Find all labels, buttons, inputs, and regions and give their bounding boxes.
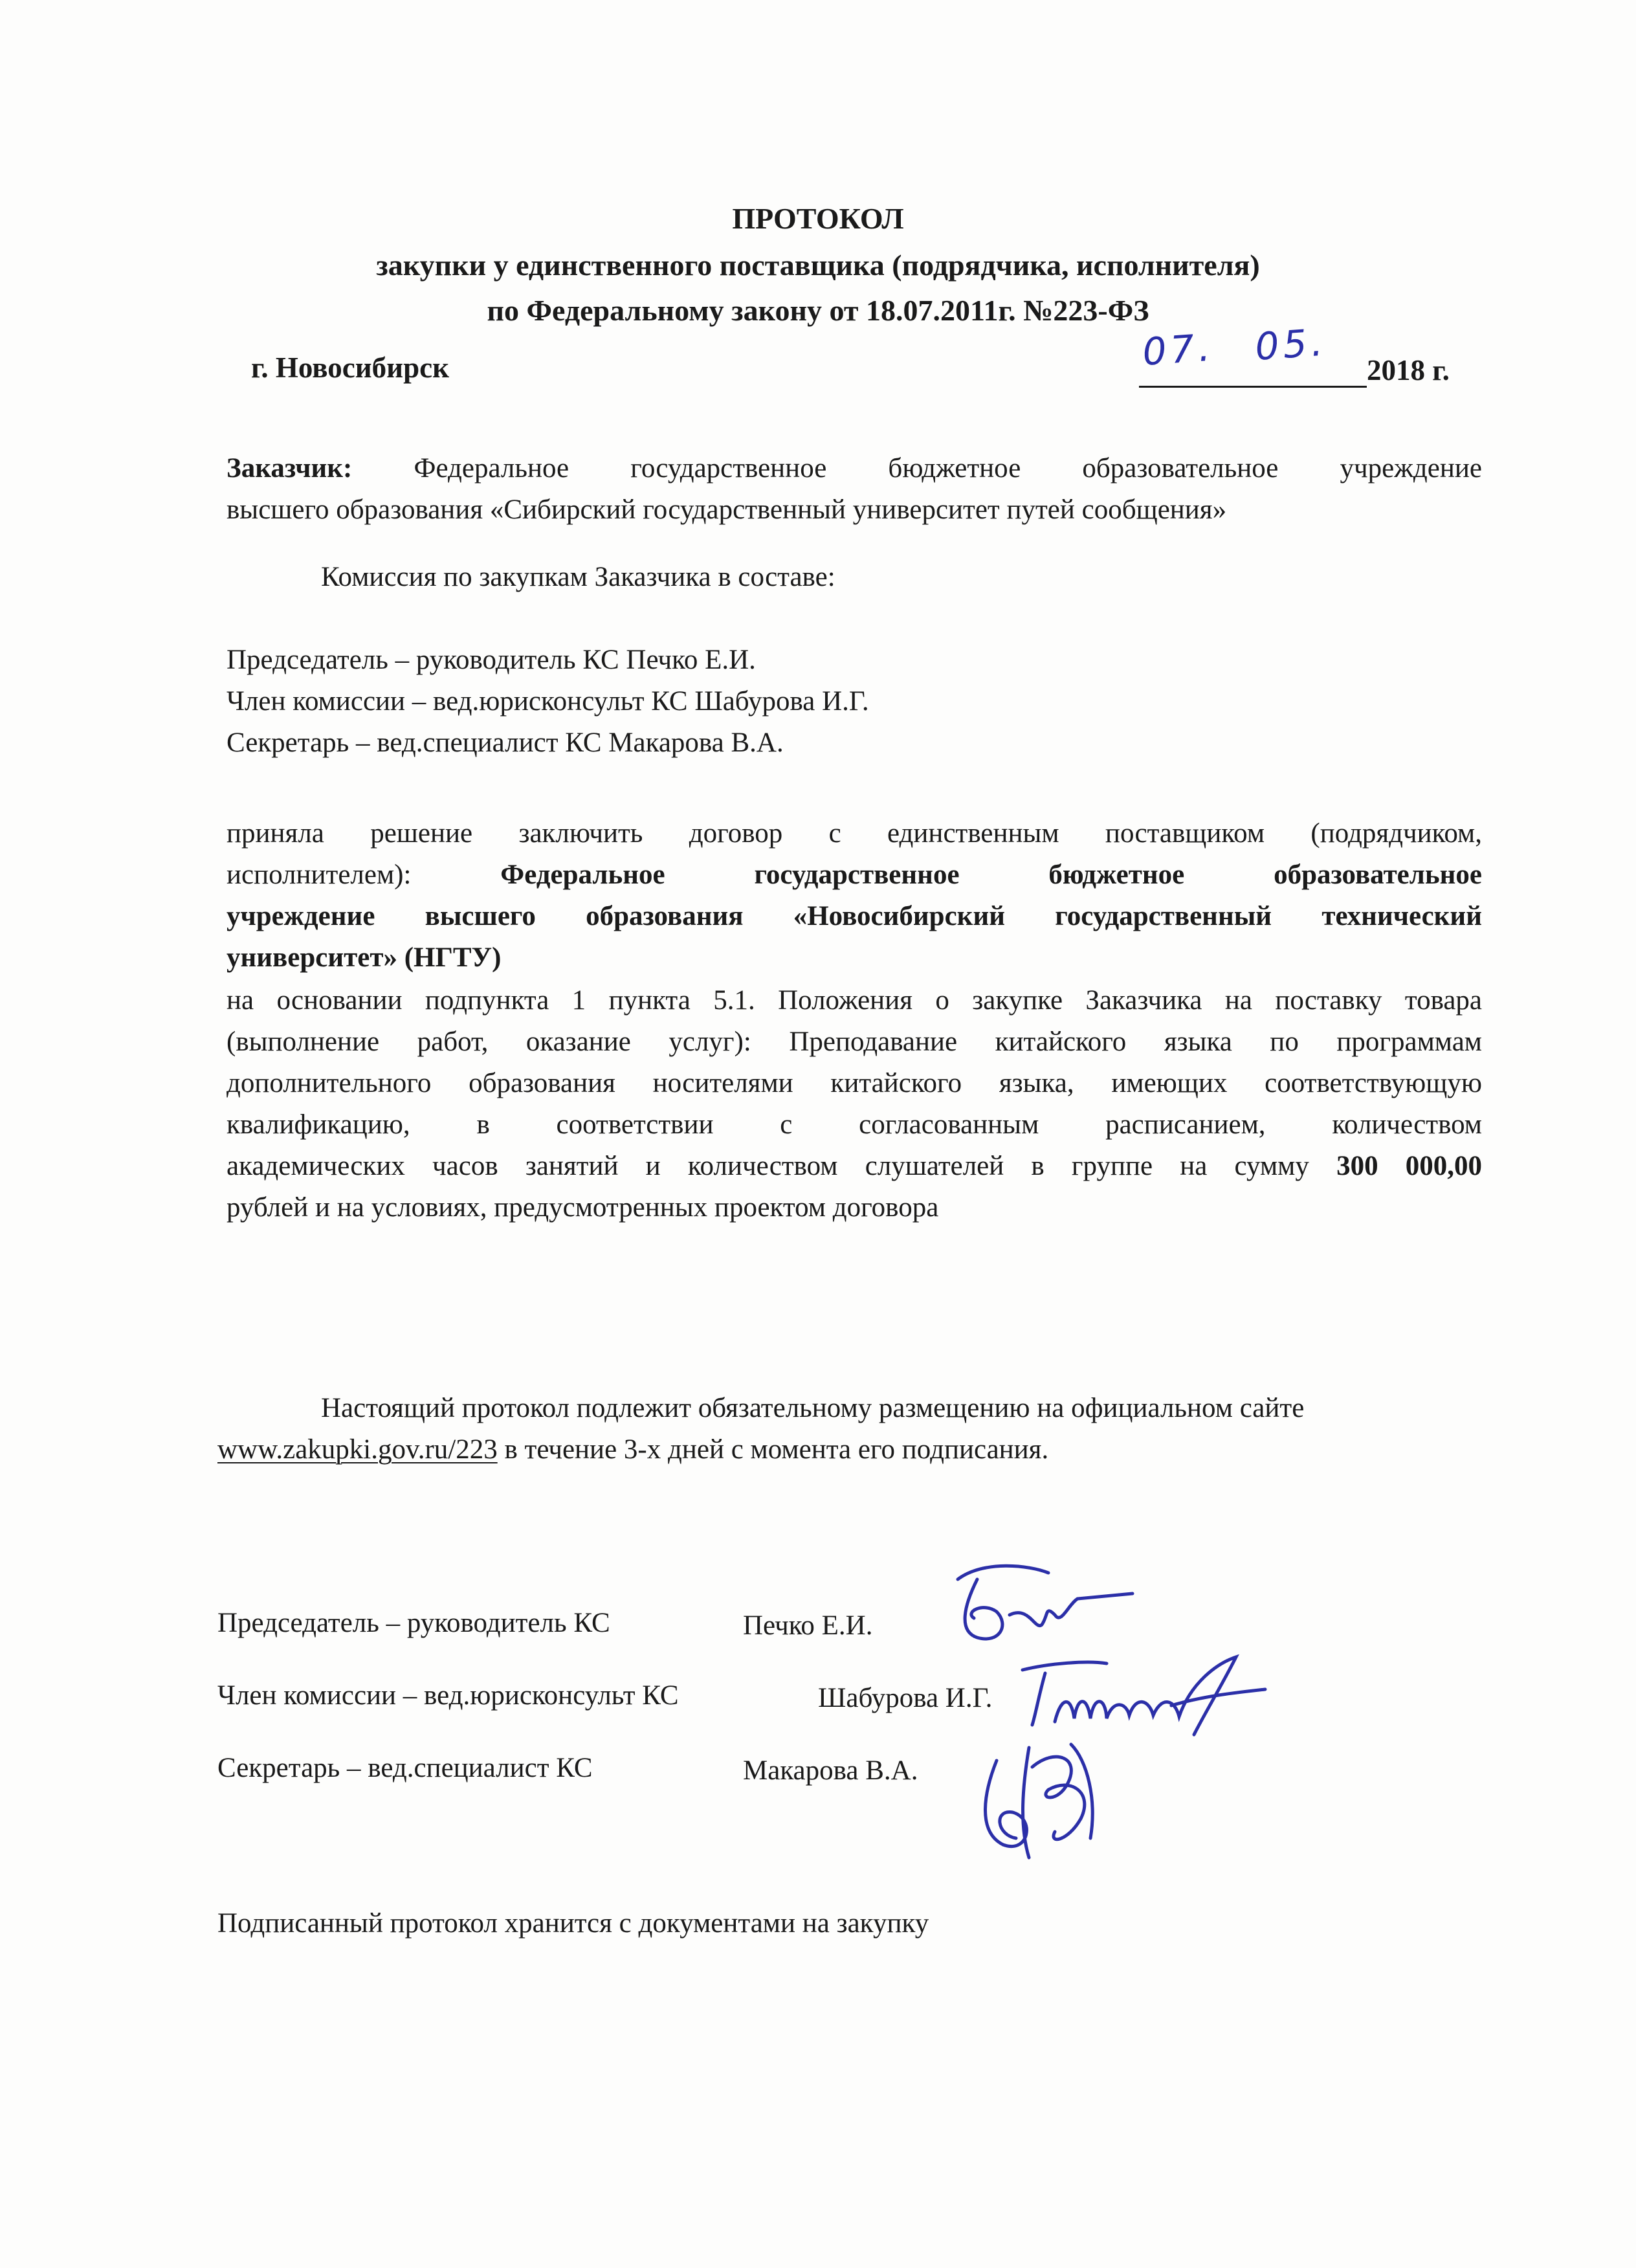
customer-line-2: высшего образования «Сибирский государственный университет путей сообщения» bbox=[227, 495, 1227, 525]
handwritten-month: 05. bbox=[1254, 320, 1328, 369]
supplier-name-part-1: Федеральное государственное бюджетное образовательное bbox=[500, 860, 1482, 890]
decision-line-1: приняла решение заключить договор с единственным поставщиком (подрядчиком, bbox=[227, 818, 1482, 849]
commission-intro: Комиссия по закупкам Заказчика в составе: bbox=[321, 562, 835, 592]
customer-name-part-1: Федеральное государственное бюджетное образовательное учреждение bbox=[414, 453, 1482, 484]
commission-member-chair: Председатель – руководитель КС Печко Е.И. bbox=[227, 645, 756, 675]
signature-role-secretary: Секретарь – вед.специалист КС bbox=[217, 1753, 593, 1783]
basis-line-5 bbox=[227, 1146, 1482, 1187]
publication-line-2-rest: в течение 3-х дней с момента его подписания. bbox=[497, 1434, 1049, 1465]
supplier-name-part-2: учреждение высшего образования «Новосибирский государственный технический bbox=[227, 901, 1482, 931]
publication-line-1: Настоящий протокол подлежит обязательному размещению на официальном сайте bbox=[321, 1393, 1305, 1423]
basis-line-2: (выполнение работ, оказание услуг): Преподавание китайского языка по программам bbox=[227, 1027, 1482, 1057]
signature-name-chair: Печко Е.И. bbox=[743, 1610, 873, 1641]
basis-line-5-text: академических часов занятий и количеством слушателей в группе на сумму bbox=[227, 1151, 1309, 1181]
date-year: 2018 г. bbox=[1367, 354, 1450, 386]
signature-role-chair: Председатель – руководитель КС bbox=[217, 1608, 610, 1638]
basis-last-line: рублей и на условиях, предусмотренных проектом договора bbox=[227, 1192, 939, 1223]
publication-line-2 bbox=[217, 1429, 1048, 1471]
basis-line-4: квалификацию, в соответствии с согласованным расписанием, количеством bbox=[227, 1109, 1482, 1140]
customer-label: Заказчик: bbox=[227, 453, 353, 484]
commission-member-secretary: Секретарь – вед.специалист КС Макарова В.А. bbox=[227, 728, 784, 758]
signature-name-secretary: Макарова В.А. bbox=[743, 1755, 918, 1786]
signature-role-lawyer: Член комиссии – вед.юрисконсульт КС bbox=[217, 1680, 679, 1711]
decision-line-2 bbox=[227, 854, 1482, 896]
date-underline bbox=[1139, 386, 1367, 388]
supplier-name-part-3: университет» (НГТУ) bbox=[227, 942, 502, 973]
document-subtitle-2: по Федеральному закону от 18.07.2011г. №223-ФЗ bbox=[487, 294, 1149, 327]
basis-line-1: на основании подпункта 1 пункта 5.1. Положения о закупке Заказчика на поставку товара bbox=[227, 985, 1482, 1016]
zakupki-link[interactable]: www.zakupki.gov.ru/223 bbox=[217, 1434, 498, 1465]
handwritten-signature-secretary bbox=[958, 1722, 1126, 1880]
document-title: ПРОТОКОЛ bbox=[732, 202, 904, 235]
document-subtitle-1: закупки у единственного поставщика (подрядчика, исполнителя) bbox=[376, 249, 1260, 282]
storage-note: Подписанный протокол хранится с документами на закупку bbox=[217, 1908, 929, 1939]
handwritten-day: 07. bbox=[1141, 325, 1215, 374]
decision-executor-label: исполнителем): bbox=[227, 860, 412, 890]
signature-name-lawyer: Шабурова И.Г. bbox=[818, 1683, 993, 1713]
basis-line-3: дополнительного образования носителями китайского языка, имеющих соответствующую bbox=[227, 1068, 1482, 1098]
customer-line-1 bbox=[227, 448, 1482, 489]
commission-member-lawyer: Член комиссии – вед.юрисконсульт КС Шабурова И.Г. bbox=[227, 686, 869, 717]
place-label: г. Новосибирск bbox=[251, 351, 449, 384]
contract-amount: 300 000,00 bbox=[1336, 1151, 1483, 1181]
